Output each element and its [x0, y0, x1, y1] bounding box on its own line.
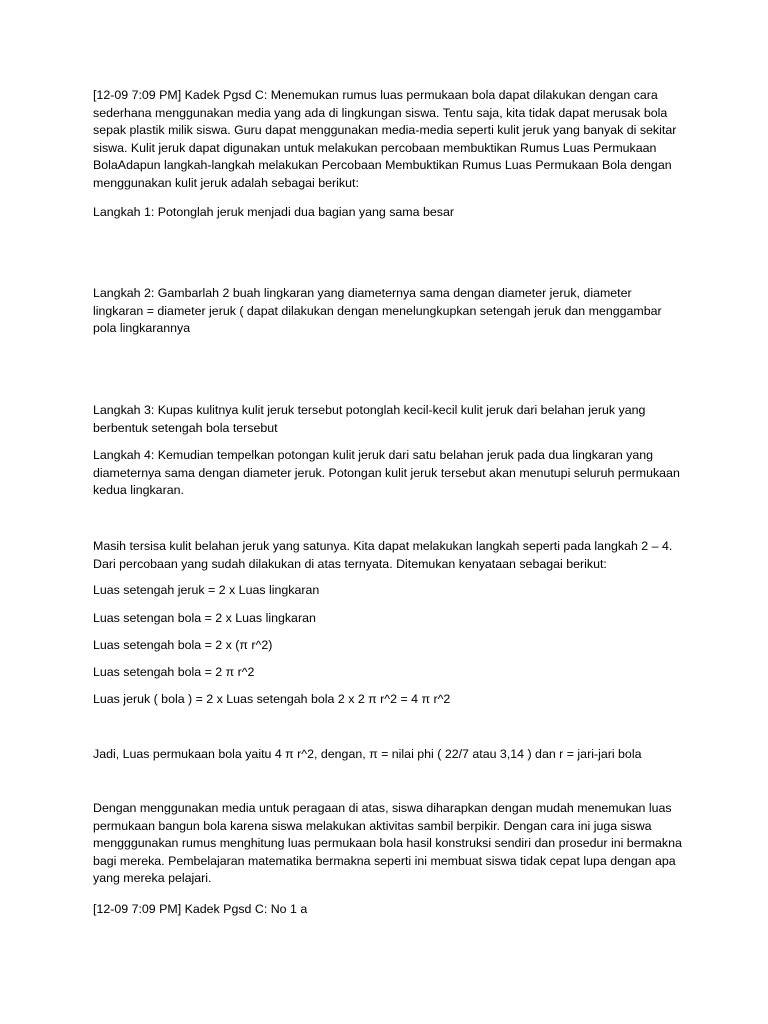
formula-line-1: Luas setengah jeruk = 2 x Luas lingkaran	[93, 583, 320, 597]
step-4-paragraph: Langkah 4: Kemudian tempelkan potongan kulit jeruk dari satu belahan jeruk pada dua lingkaran yang diameternya sama dengan diameter jeruk. Potongan kulit jeruk tersebut akan menutupi seluruh permukaan kedua lingkaran.	[93, 448, 680, 498]
closing-paragraph: Dengan menggunakan media untuk peragaan di atas, siswa diharapkan dengan mudah menemukan luas permukaan bangun bola karena siswa melakukan aktivitas sambil berpikir. Dengan cara ini juga siswa mengggunakan rumus menghitung luas permukaan bola hasil konstruksi sendiri dan prosedur ini bermakna bagi mereka. Pembelajaran matematika bermakna seperti ini membuat siswa tidak cepat lupa dengan apa yang mereka pelajari.	[93, 801, 682, 886]
intro-paragraph: [12-09 7:09 PM] Kadek Pgsd C: Menemukan rumus luas permukaan bola dapat dilakukan dengan cara sederhana menggunakan media yang ada di lingkungan siswa. Tentu saja, kita tidak dapat merusak bola sepak plastik milik siswa. Guru dapat menggunakan media-media seperti kulit jeruk yang banyak di sekitar siswa. Kulit jeruk dapat digunakan untuk melakukan percobaan membuktikan Rumus Luas Permukaan BolaAdapun langkah-langkah melakukan Percobaan Membuktikan Rumus Luas Permukaan Bola dengan menggunakan kulit jeruk adalah sebagai berikut:	[93, 88, 677, 190]
formula-line-2: Luas setengan bola = 2 x Luas lingkaran	[93, 611, 316, 625]
continuation-paragraph: Masih tersisa kulit belahan jeruk yang satunya. Kita dapat melakukan langkah seperti pada langkah 2 – 4. Dari percobaan yang sudah dilakukan di atas ternyata. Ditemukan kenyataan sebagai berikut:	[93, 539, 673, 571]
formula-line-4: Luas setengah bola = 2 π r^2	[93, 665, 255, 679]
step-3-paragraph: Langkah 3: Kupas kulitnya kulit jeruk tersebut potonglah kecil-kecil kulit jeruk dari belahan jeruk yang berbentuk setengah bola tersebut	[93, 403, 646, 435]
final-message-line: [12-09 7:09 PM] Kadek Pgsd C: No 1 a	[93, 902, 308, 916]
formula-line-5: Luas jeruk ( bola ) = 2 x Luas setengah bola 2 x 2 π r^2 = 4 π r^2	[93, 692, 451, 706]
step-1-paragraph: Langkah 1: Potonglah jeruk menjadi dua bagian yang sama besar	[93, 205, 454, 219]
formula-line-3: Luas setengah bola = 2 x (π r^2)	[93, 638, 273, 652]
conclusion-paragraph: Jadi, Luas permukaan bola yaitu 4 π r^2, dengan, π = nilai phi ( 22/7 atau 3,14 ) dan r = jari-jari bola	[93, 747, 642, 761]
step-2-paragraph: Langkah 2: Gambarlah 2 buah lingkaran yang diameternya sama dengan diameter jeruk, diameter lingkaran = diameter jeruk ( dapat dilakukan dengan menelungkupkan setengah jeruk dan menggambar pola lingkarannya	[93, 286, 662, 336]
